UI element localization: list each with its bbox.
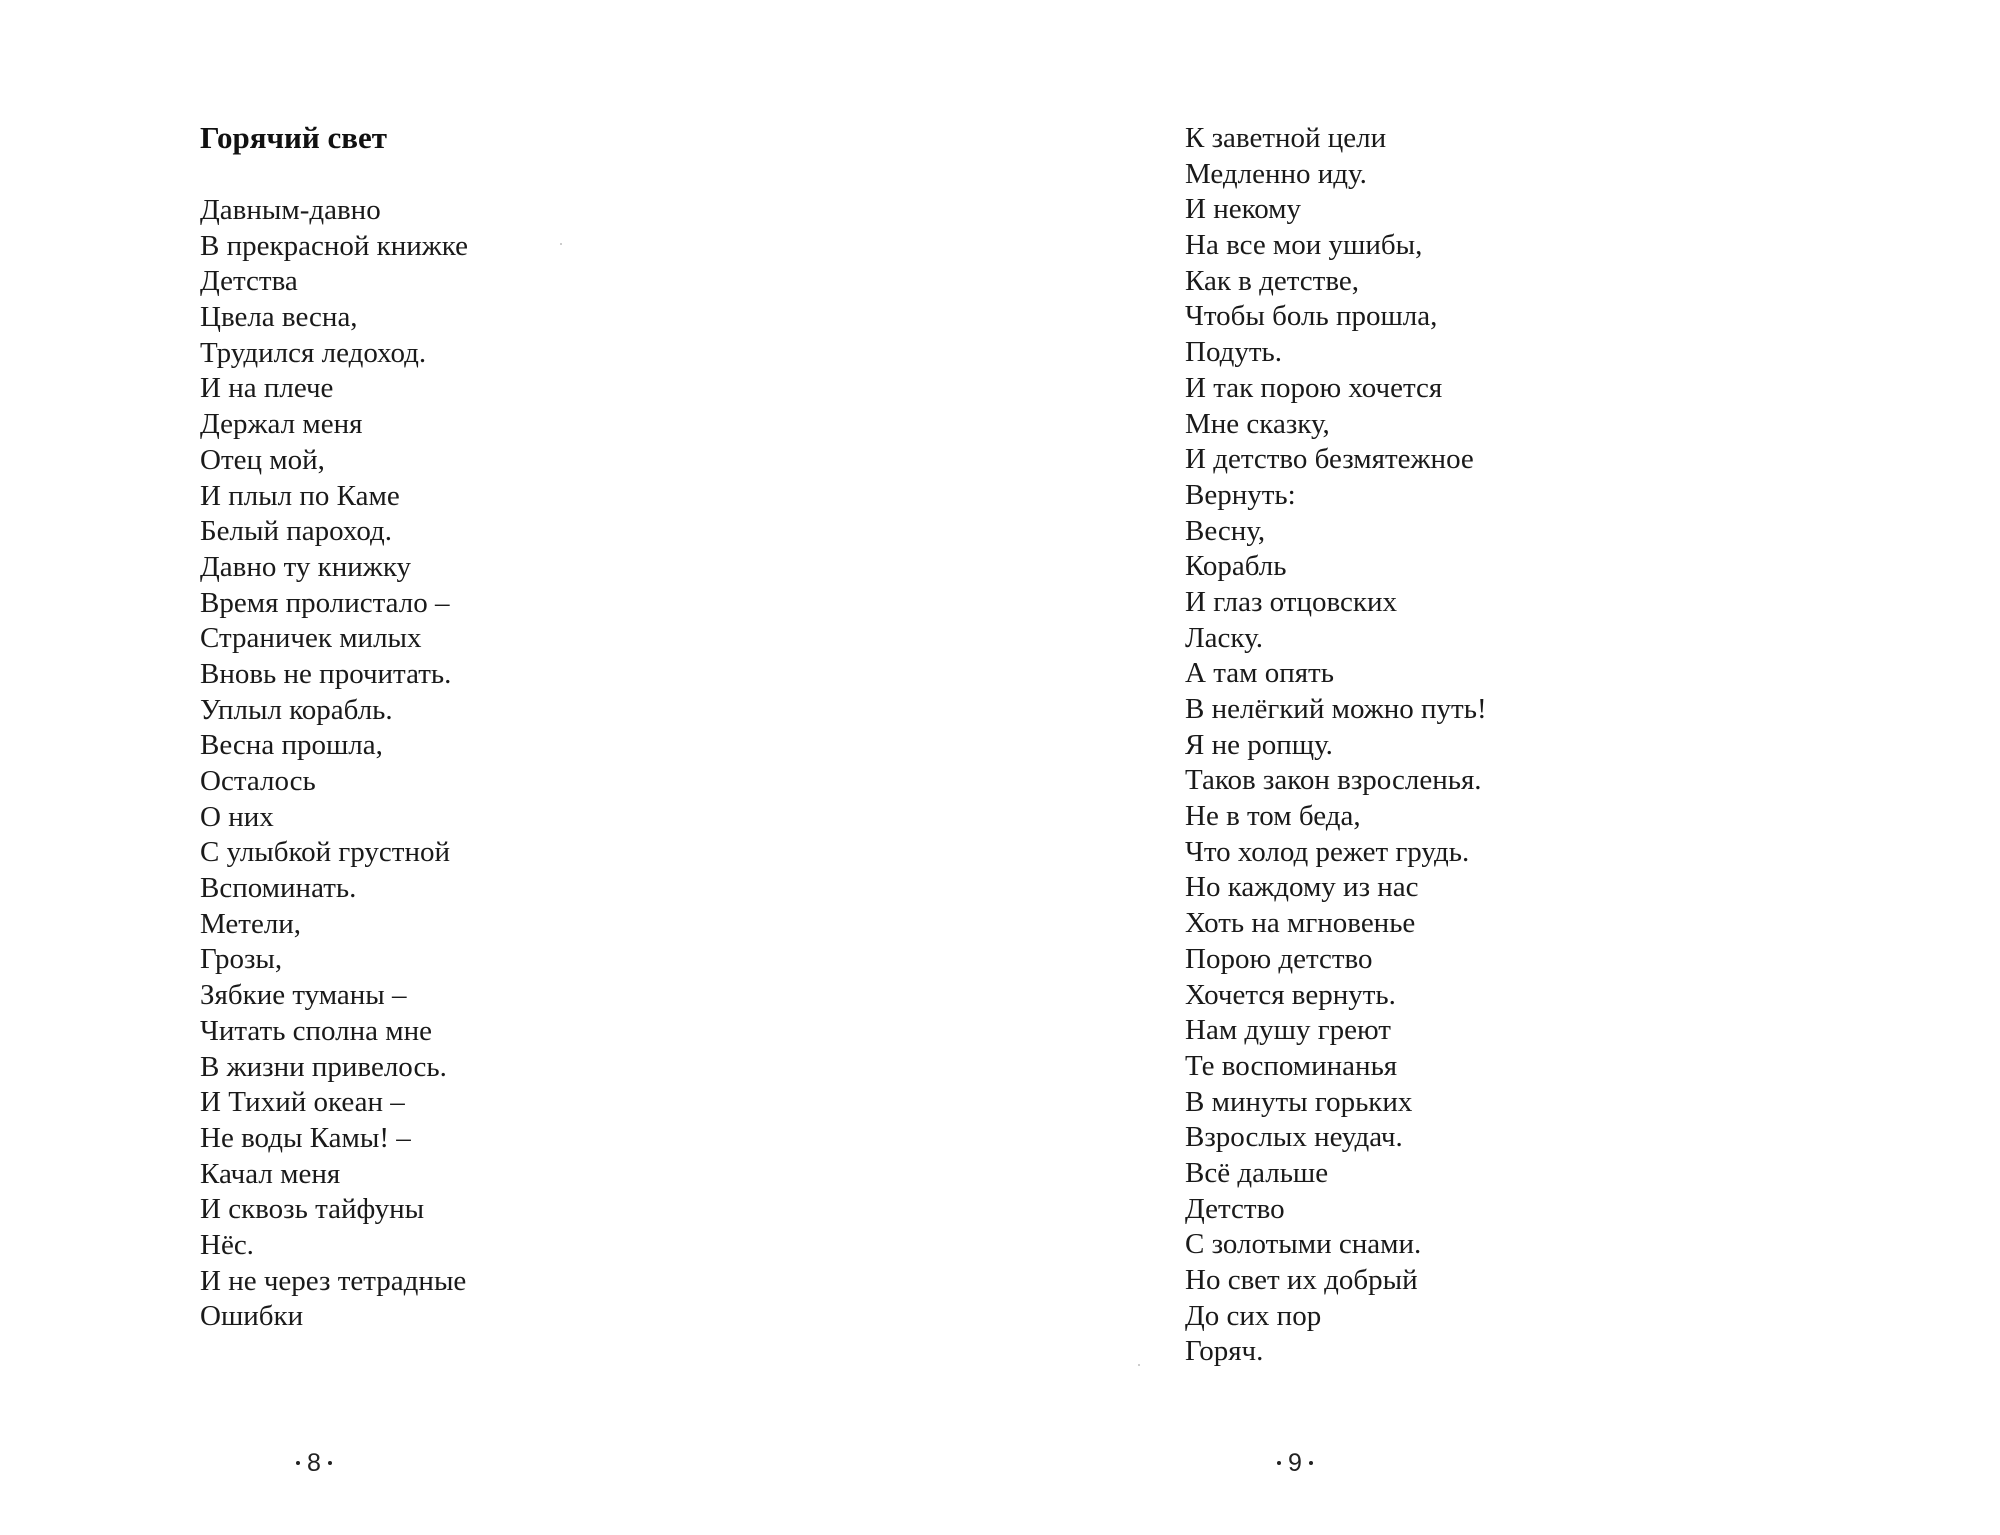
poem-line: Грозы, [200,943,283,976]
poem-line: Уплыл корабль. [200,693,393,726]
poem-line: И плыл по Каме [200,479,400,512]
poem-line: Нёс. [200,1228,254,1261]
right-page-number-text: 9 [1288,1449,1302,1477]
poem-line: Но свет их добрый [1185,1264,1418,1296]
poem-line: Ласку. [1185,621,1263,654]
poem-line: О них [200,800,274,833]
page-number-dot [1309,1461,1313,1465]
poem-line: Нам душу греют [1185,1014,1391,1047]
page-number-dot [296,1461,300,1465]
poem-line: К заветной цели [1185,122,1387,154]
poem-line: С улыбкой грустной [200,836,451,869]
poem-line: В прекрасной книжке [200,229,469,262]
poem-line: До сих пор [1185,1299,1322,1332]
poem-line: Но каждому из нас [1185,871,1419,904]
poem-line: Читать сполна мне [200,1014,433,1047]
poem-line: А там опять [1185,657,1334,690]
poem-line: Время пролистало – [200,586,450,619]
poem-line: Зябкие туманы – [200,979,407,1012]
poem-line: Всё дальше [1185,1156,1329,1189]
poem-line: Таков закон взросленья. [1185,764,1482,797]
poem-line: Отец мой, [200,443,325,476]
poem-line: Хоть на мгновенье [1185,907,1416,940]
poem-line: Чтобы боль прошла, [1185,300,1438,333]
poem-line: В нелёгкий можно путь! [1185,693,1487,725]
poem-line: Не в том беда, [1185,800,1361,833]
poem-line: Страничек милых [200,622,422,655]
poem-line: И не через тетрадные [200,1264,467,1297]
poem-line: Давным-давно [200,194,381,226]
paper-speck [1138,1364,1140,1366]
poem-line: Ошибки [200,1300,304,1333]
right-poem-lines [1185,121,1487,1370]
poem-line: Вернуть: [1185,478,1296,511]
poem-line: Порою детство [1185,942,1373,975]
poem-line: В жизни привелось. [200,1050,447,1083]
page-number-dot [1277,1461,1281,1465]
poem-title: Горячий свет [200,120,387,155]
poem-line: Те воспоминанья [1185,1049,1398,1082]
paper-speck [560,243,562,245]
poem-line: Вновь не прочитать. [200,657,452,690]
poem-line: На все мои ушибы, [1185,229,1423,262]
poem-line: Детство [1185,1192,1285,1225]
poem-line: И так порою хочется [1185,371,1443,404]
poem-line: Хочется вернуть. [1185,978,1396,1011]
poem-line: Корабль [1185,550,1287,583]
poem-line: Как в детстве, [1185,264,1359,297]
poem-line: Вспоминать. [200,872,357,905]
poem-line: И Тихий океан – [200,1086,405,1119]
poem-line: Я не ропщу. [1185,728,1333,761]
right-page-number [1277,1448,1313,1478]
left-page-number-text: 8 [307,1449,321,1477]
poem-line: В минуты горьких [1185,1085,1413,1118]
poem-line: Горяч. [1185,1335,1264,1368]
left-poem-lines [200,193,468,1335]
poem-line: Не воды Камы! – [200,1121,411,1154]
poem-line: Подуть. [1185,336,1283,369]
poem-line: Качал меня [200,1157,341,1190]
poem-line: Что холод режет грудь. [1185,835,1470,868]
poem-line: И сквозь тайфуны [200,1193,425,1226]
poem-line: И детство безмятежное [1185,443,1474,476]
poem-line: И глаз отцовских [1185,585,1397,618]
poem-line: Давно ту книжку [200,550,412,583]
poem-line: Белый пароход. [200,515,392,548]
poem-line: И некому [1185,193,1301,226]
left-page-number [296,1448,332,1478]
poem-line: С золотыми снами. [1185,1228,1422,1261]
right-page [1000,0,2000,1535]
page-number-dot [328,1461,332,1465]
poem-line: Трудился ледоход. [200,336,427,369]
poem-line: Метели, [200,907,302,940]
poem-line: Весна прошла, [200,729,383,762]
poem-line: Весну, [1185,514,1266,547]
poem-line: Мне сказку, [1185,407,1330,440]
poem-line: Детства [200,265,298,298]
poem-line: Держал меня [200,408,363,441]
poem-line: Цвела весна, [200,301,358,334]
poem-line: Взрослых неудач. [1185,1121,1403,1154]
poem-line: И на плече [200,372,334,405]
poem-line: Медленно иду. [1185,157,1367,190]
poem-line: Осталось [200,765,316,797]
